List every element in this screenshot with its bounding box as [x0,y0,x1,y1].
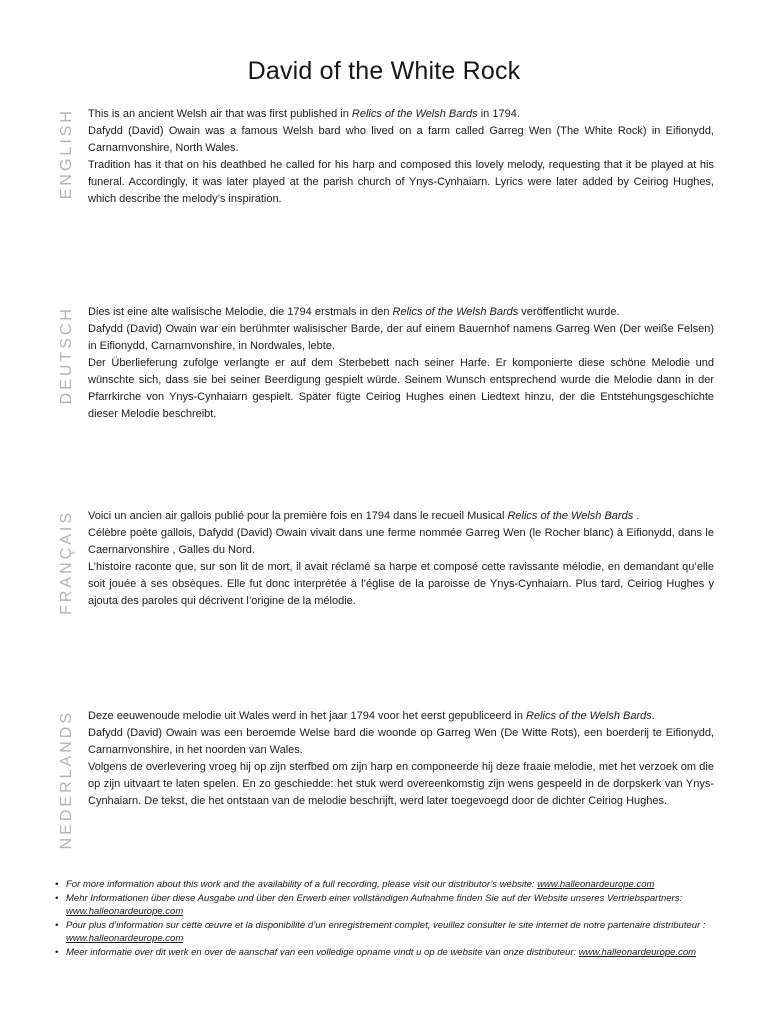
text-run: Relics of the Welsh Bards [351,108,478,120]
language-label-francais: FRANÇAIS [58,510,75,615]
paragraph [88,157,714,208]
text-run: . [633,510,640,522]
text-run: in 1794. [477,108,520,120]
footer-bullet-deutsch [55,892,714,918]
paragraph [88,725,714,759]
language-label-nederlands: NEDERLANDS [58,710,75,850]
bullet-marker: • [55,920,59,931]
footer-bullet-text [66,919,714,945]
text-run: Meer informatie over dit werk en over de aanschaf van een volledige opname vindt u op de website van onze distributeur: [66,947,579,958]
text-run: Tradition has it that on his deathbed he called for his harp and composed this lovely melody, requesting that it be played at his funeral. Accordingly, it was later played at the parish church of Ynys-Cynhaiarn. Lyrics were later added by Ceiriog Hughes, which describe the melody’s inspiration. [88,159,714,205]
bullet-marker: • [55,947,59,958]
text-run: L’histoire raconte que, sur son lit de mort, il avait réclamé sa harpe et composé cette ravissante mélodie, en demandant qu’elle soit jouée à ses obsèques. Elle fut donc interprétée à l’église de la paroisse de Ynys-Cynhaiarn. Plus tard, Ceiriog Hughes y ajouta des paroles qui décrivent l’origine de la mélodie. [88,561,714,607]
distributor-link[interactable]: www.halleonardeurope.com [578,947,697,958]
paragraph [88,508,714,525]
paragraph [88,759,714,810]
text-run: . [651,710,655,722]
language-label-english: ENGLISH [58,108,75,200]
footer-bullet-text [66,892,714,918]
paragraph [88,106,714,123]
text-run: Der Überlieferung zufolge verlangte er auf dem Sterbebett nach seiner Harfe. Er komponierte diese schöne Melodie und wünschte sich, dass sie bei seiner Beerdigung gespielt würde. Seinem Wunsch entsprechend wurde die Melodie dann in der Pfarrkirche von Ynys-Cynhaiarn gespielt. Später fügte Ceiriog Hughes einen Liedtext hinzu, der die Entstehungsgeschichte dieser Melodie beschreibt. [88,357,714,420]
section-francais [58,508,714,708]
paragraph [88,355,714,423]
footer-bullet-english [55,878,714,891]
paragraph [88,525,714,559]
paragraph [88,123,714,157]
footer-bullet-text [66,946,714,959]
distributor-link[interactable]: www.halleonardeurope.com [537,879,655,890]
text-run: Dafydd (David) Owain was a famous Welsh bard who lived on a farm called Garreg Wen (The White Rock) in Eifionydd, Carnarnvonshire, North Wales. [88,125,714,154]
distributor-link[interactable]: www.halleonardeurope.com [66,933,184,944]
section-english [58,106,714,304]
text-run: Dafydd (David) Owain war ein berühmter walisischer Barde, der auf einem Bauernhof namens Garreg Wen (Der weiße Felsen) in Eifionydd, Carnarnvonshire, in Nordwales, lebte. [88,323,714,352]
footer-bullet-nederlands [55,946,714,959]
bullet-marker: • [55,893,59,904]
text-run: This is an ancient Welsh air that was first published in [88,108,352,120]
paragraph [88,304,714,321]
page-title: David of the White Rock [247,57,521,85]
text-run: Dies ist eine alte walisische Melodie, die 1794 erstmals in den [88,306,393,318]
paragraph [88,321,714,355]
footer-bullet-text [66,878,714,891]
text-run: Volgens de overlevering vroeg hij op zijn sterfbed om zijn harp en componeerde hij deze fraaie melodie, met het verzoek om die op zijn uitvaart te laten spelen. En zo geschiedde: het stuk werd overeenkomstig zijn wens gespeeld in de dorpskerk van Ynys-Cynhaiarn. De tekst, die het ontstaan van de melodie beschrijft, werd later toegevoegd door de dichter Ceiriog Hughes. [88,761,714,807]
section-deutsch [58,304,714,508]
text-run: For more information about this work and the availability of a full recording, please visit our distributor’s website: [66,879,538,890]
footer-notes [55,878,714,959]
text-run: Célèbre poète gallois, Dafydd (David) Owain vivait dans une ferme nommée Garreg Wen (le Rocher blanc) à Eifionydd, dans le Caernarvonshire , Galles du Nord. [88,527,714,556]
text-run: veröffentlicht wurde. [518,306,620,318]
text-run: Mehr Informationen über diese Ausgabe und über den Erwerb einer vollständigen Aufnahme finden Sie auf der Website unseres Vertriebspartners: [66,893,683,904]
section-nederlands [58,708,714,878]
bullet-marker: • [55,879,59,890]
text-run: Relics of the Welsh Bards [507,510,634,522]
text-run: Relics of the Welsh Bards [392,306,519,318]
text-run: Relics of the Welsh Bards [526,710,652,722]
footer-bullet-francais [55,919,714,945]
language-label-deutsch: DEUTSCH [58,306,75,405]
distributor-link[interactable]: www.halleonardeurope.com [66,906,184,917]
text-run: Pour plus d’information sur cette œuvre et la disponibilité d’un enregistrement complet, veuillez consulter le site internet de notre partenaire distributeur : [66,920,706,931]
text-run: Deze eeuwenoude melodie uit Wales werd in het jaar 1794 voor het eerst gepubliceerd in [88,710,527,722]
paragraph [88,708,714,725]
text-run: Dafydd (David) Owain was een beroemde Welse bard die woonde op Garreg Wen (De Witte Rots), een boerderij te Eifionydd, Carnarnvonshire, in het noorden van Wales. [88,727,714,756]
paragraph [88,559,714,610]
text-run: Voici un ancien air gallois publié pour la première fois en 1794 dans le recueil Musical [88,510,508,522]
